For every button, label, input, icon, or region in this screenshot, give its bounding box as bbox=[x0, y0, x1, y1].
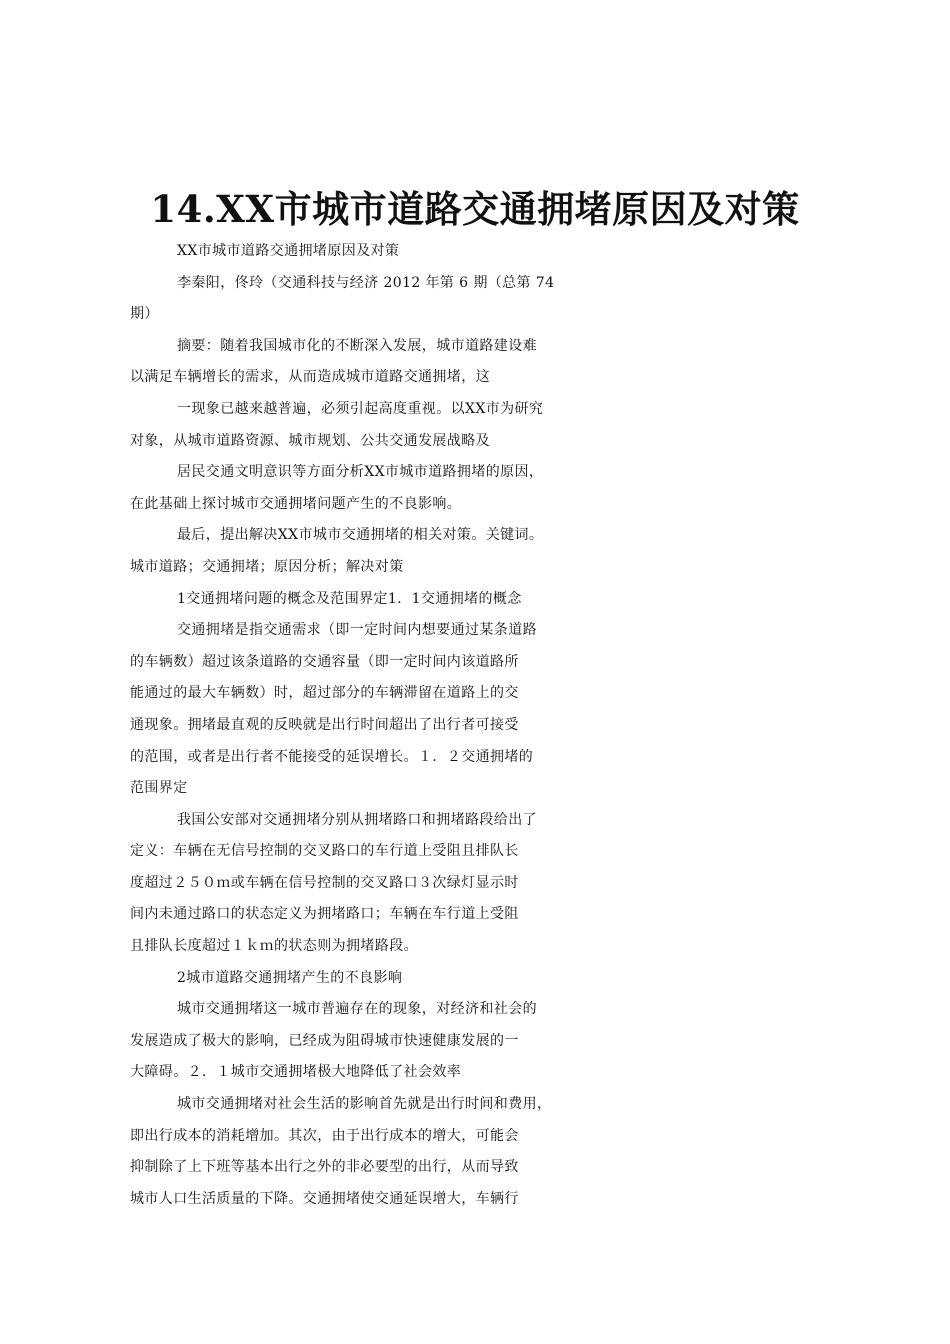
document-body bbox=[130, 236, 840, 1215]
body-text-line: 交通拥堵是指交通需求（即一定时间内想要通过某条道路 bbox=[177, 622, 537, 639]
body-text-line: 度超过２５０ｍ或车辆在信号控制的交叉路口３次绿灯显示时 bbox=[130, 874, 519, 891]
body-text-line: 大障碍。２．１城市交通拥堵极大地降低了社会效率 bbox=[130, 1064, 462, 1081]
body-text-line: 定义：车辆在无信号控制的交叉路口的车行道上受阻且排队长 bbox=[130, 843, 519, 860]
body-text-line: 1交通拥堵问题的概念及范围界定1．1交通拥堵的概念 bbox=[177, 590, 522, 607]
body-text-line: 在此基础上探讨城市交通拥堵问题产生的不良影响。 bbox=[130, 495, 462, 512]
document-title: 14.XX市城市道路交通拥堵原因及对策 bbox=[150, 187, 800, 231]
body-text-line: 且排队长度超过１ｋｍ的状态则为拥堵路段。 bbox=[130, 938, 418, 955]
body-text-line: 发展造成了极大的影响，已经成为阻碍城市快速健康发展的一 bbox=[130, 1032, 519, 1049]
body-text-line: 城市道路；交通拥堵；原因分析；解决对策 bbox=[130, 558, 404, 575]
body-text-line: 即出行成本的消耗增加。其次，由于出行成本的增大，可能会 bbox=[130, 1127, 519, 1144]
body-text-line: 间内未通过路口的状态定义为拥堵路口；车辆在车行道上受阻 bbox=[130, 906, 519, 923]
body-text-line: 一现象已越来越普遍，必须引起高度重视。以XX市为研究 bbox=[177, 400, 544, 417]
body-text-line: 2城市道路交通拥堵产生的不良影响 bbox=[177, 969, 403, 986]
body-text-line: 城市交通拥堵对社会生活的影响首先就是出行时间和费用， bbox=[177, 1096, 552, 1113]
body-text-line: 期） bbox=[130, 306, 159, 323]
body-text-line: 城市人口生活质量的下降。交通拥堵使交通延误增大，车辆行 bbox=[130, 1190, 519, 1207]
body-text-line: 的范围，或者是出行者不能接受的延误增长。１．２交通拥堵的 bbox=[130, 748, 534, 765]
body-text-line: XX市城市道路交通拥堵原因及对策 bbox=[177, 243, 400, 259]
body-text-line: 城市交通拥堵这一城市普遍存在的现象，对经济和社会的 bbox=[177, 1001, 537, 1018]
body-text-line: 的车辆数）超过该条道路的交通容量（即一定时间内该道路所 bbox=[130, 653, 519, 670]
body-text-line: 能通过的最大车辆数）时，超过部分的车辆滞留在道路上的交 bbox=[130, 685, 519, 702]
body-text-line: 通现象。拥堵最直观的反映就是出行时间超出了出行者可接受 bbox=[130, 716, 519, 733]
body-text-line: 范围界定 bbox=[130, 780, 188, 797]
body-text-line: 抑制除了上下班等基本出行之外的非必要型的出行，从而导致 bbox=[130, 1159, 519, 1176]
body-text-line: 摘要：随着我国城市化的不断深入发展，城市道路建设难 bbox=[177, 337, 537, 354]
body-text-line: 李秦阳，佟玲（交通科技与经济 2012 年第 6 期（总第 74 bbox=[177, 274, 555, 291]
body-text-line: 居民交通文明意识等方面分析XX市城市道路拥堵的原因， bbox=[177, 464, 544, 481]
body-text-line: 对象，从城市道路资源、城市规划、公共交通发展战略及 bbox=[130, 432, 490, 449]
body-text-line: 最后，提出解决XX市城市交通拥堵的相关对策。关键词。 bbox=[177, 527, 544, 544]
body-text-line: 以满足车辆增长的需求，从而造成城市道路交通拥堵，这 bbox=[130, 369, 490, 386]
body-text-line: 我国公安部对交通拥堵分别从拥堵路口和拥堵路段给出了 bbox=[177, 811, 537, 828]
